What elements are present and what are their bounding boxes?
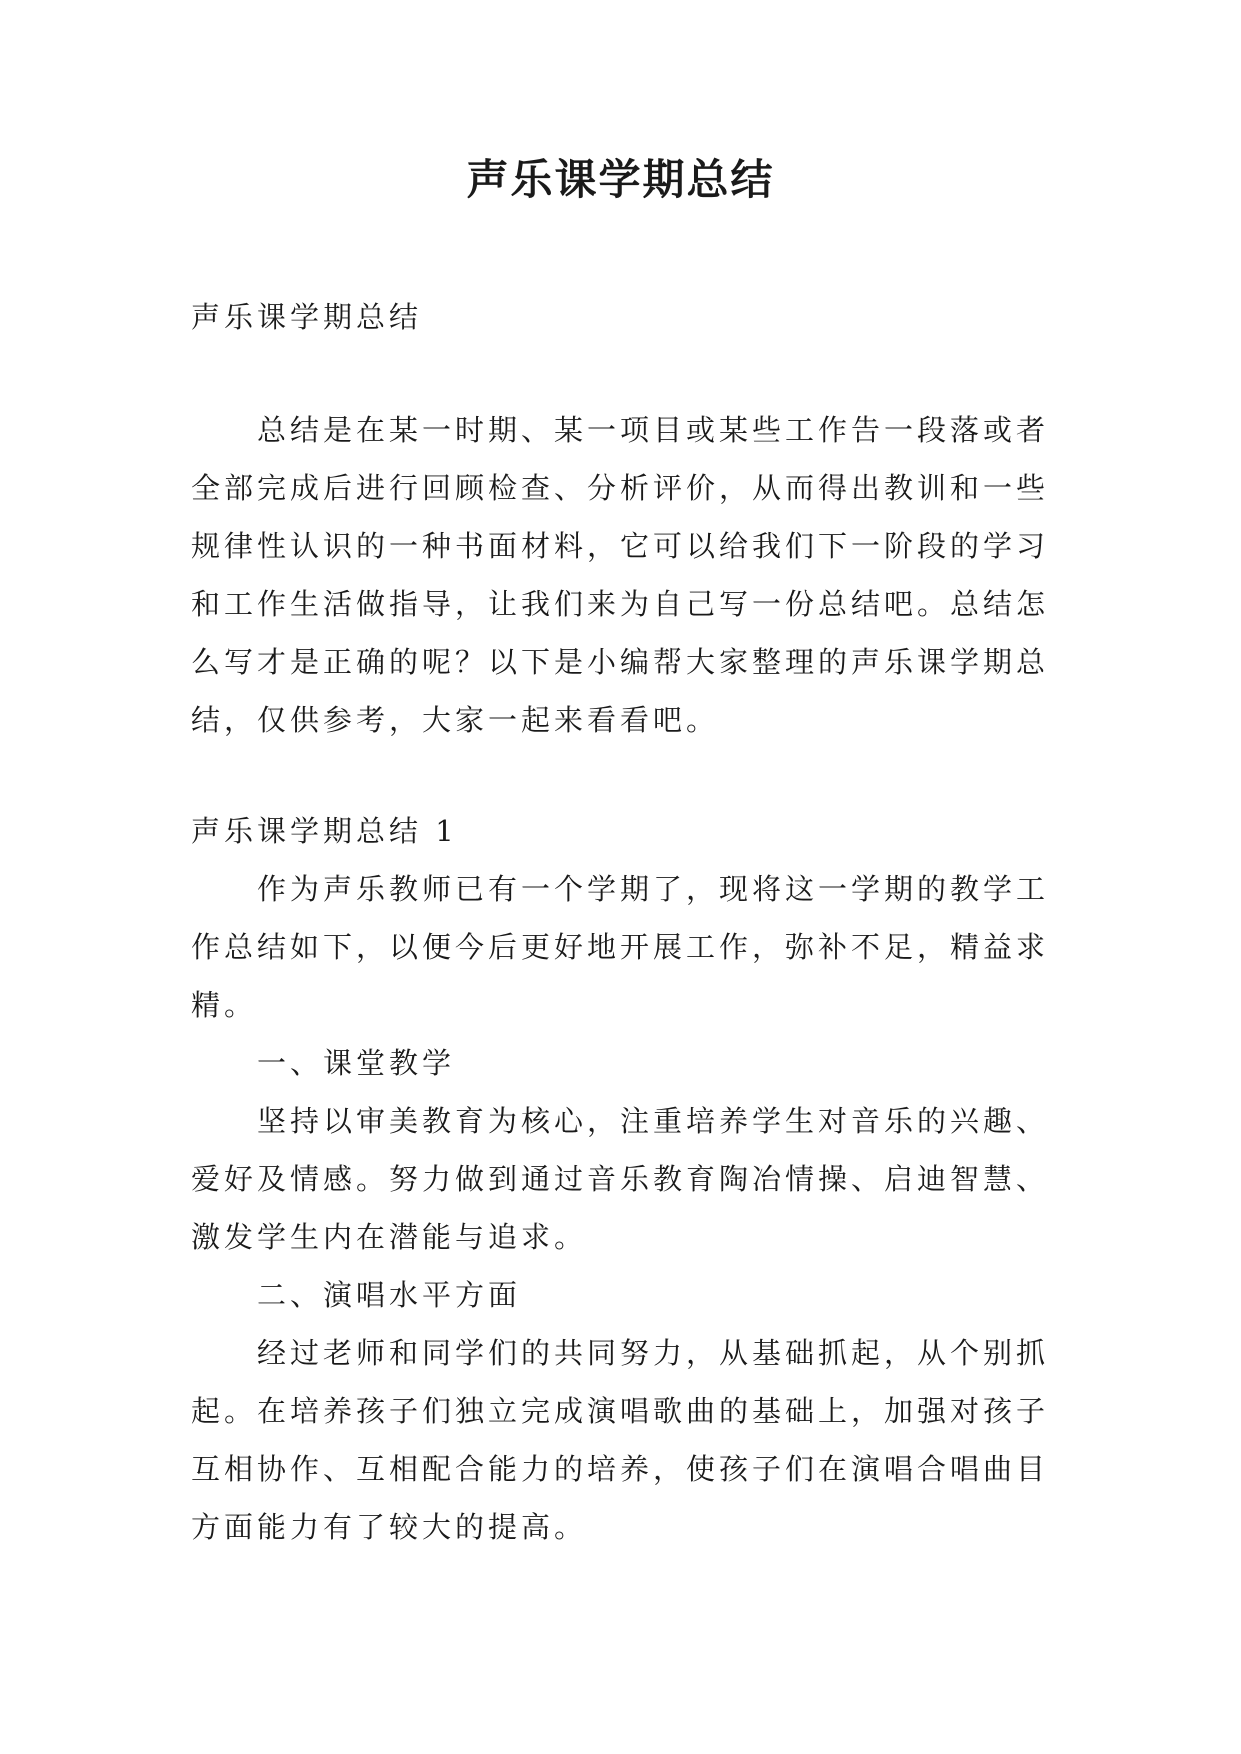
document-title: 声乐课学期总结	[466, 155, 775, 204]
intro-paragraph: 总结是在某一时期、某一项目或某些工作告一段落或者全部完成后进行回顾检查、分析评价，从而得出教训和一些规律性认识的一种书面材料，它可以给我们下一阶段的学习和工作生活做指导，让我们来为自己写一份总结吧。总结怎么写才是正确的呢？以下是小编帮大家整理的声乐课学期总结，仅供参考，大家一起来看看吧。	[191, 413, 1050, 737]
section-opening-paragraph: 作为声乐教师已有一个学期了，现将这一学期的教学工作总结如下，以便今后更好地开展工作，弥补不足，精益求精。	[191, 872, 1050, 1022]
section-heading-classroom-teaching: 一、课堂教学	[257, 1046, 456, 1080]
singing-level-paragraph: 经过老师和同学们的共同努力，从基础抓起，从个别抓起。在培养孩子们独立完成演唱歌曲的基础上，加强对孩子互相协作、互相配合能力的培养，使孩子们在演唱合唱曲目方面能力有了较大的提高。	[191, 1336, 1050, 1544]
classroom-teaching-paragraph: 坚持以审美教育为核心，注重培养学生对音乐的兴趣、爱好及情感。努力做到通过音乐教育陶冶情操、启迪智慧、激发学生内在潜能与追求。	[191, 1104, 1050, 1254]
document-subtitle: 声乐课学期总结	[191, 300, 423, 334]
section-title: 声乐课学期总结 1	[191, 814, 458, 848]
section-heading-singing-level: 二、演唱水平方面	[257, 1278, 522, 1312]
